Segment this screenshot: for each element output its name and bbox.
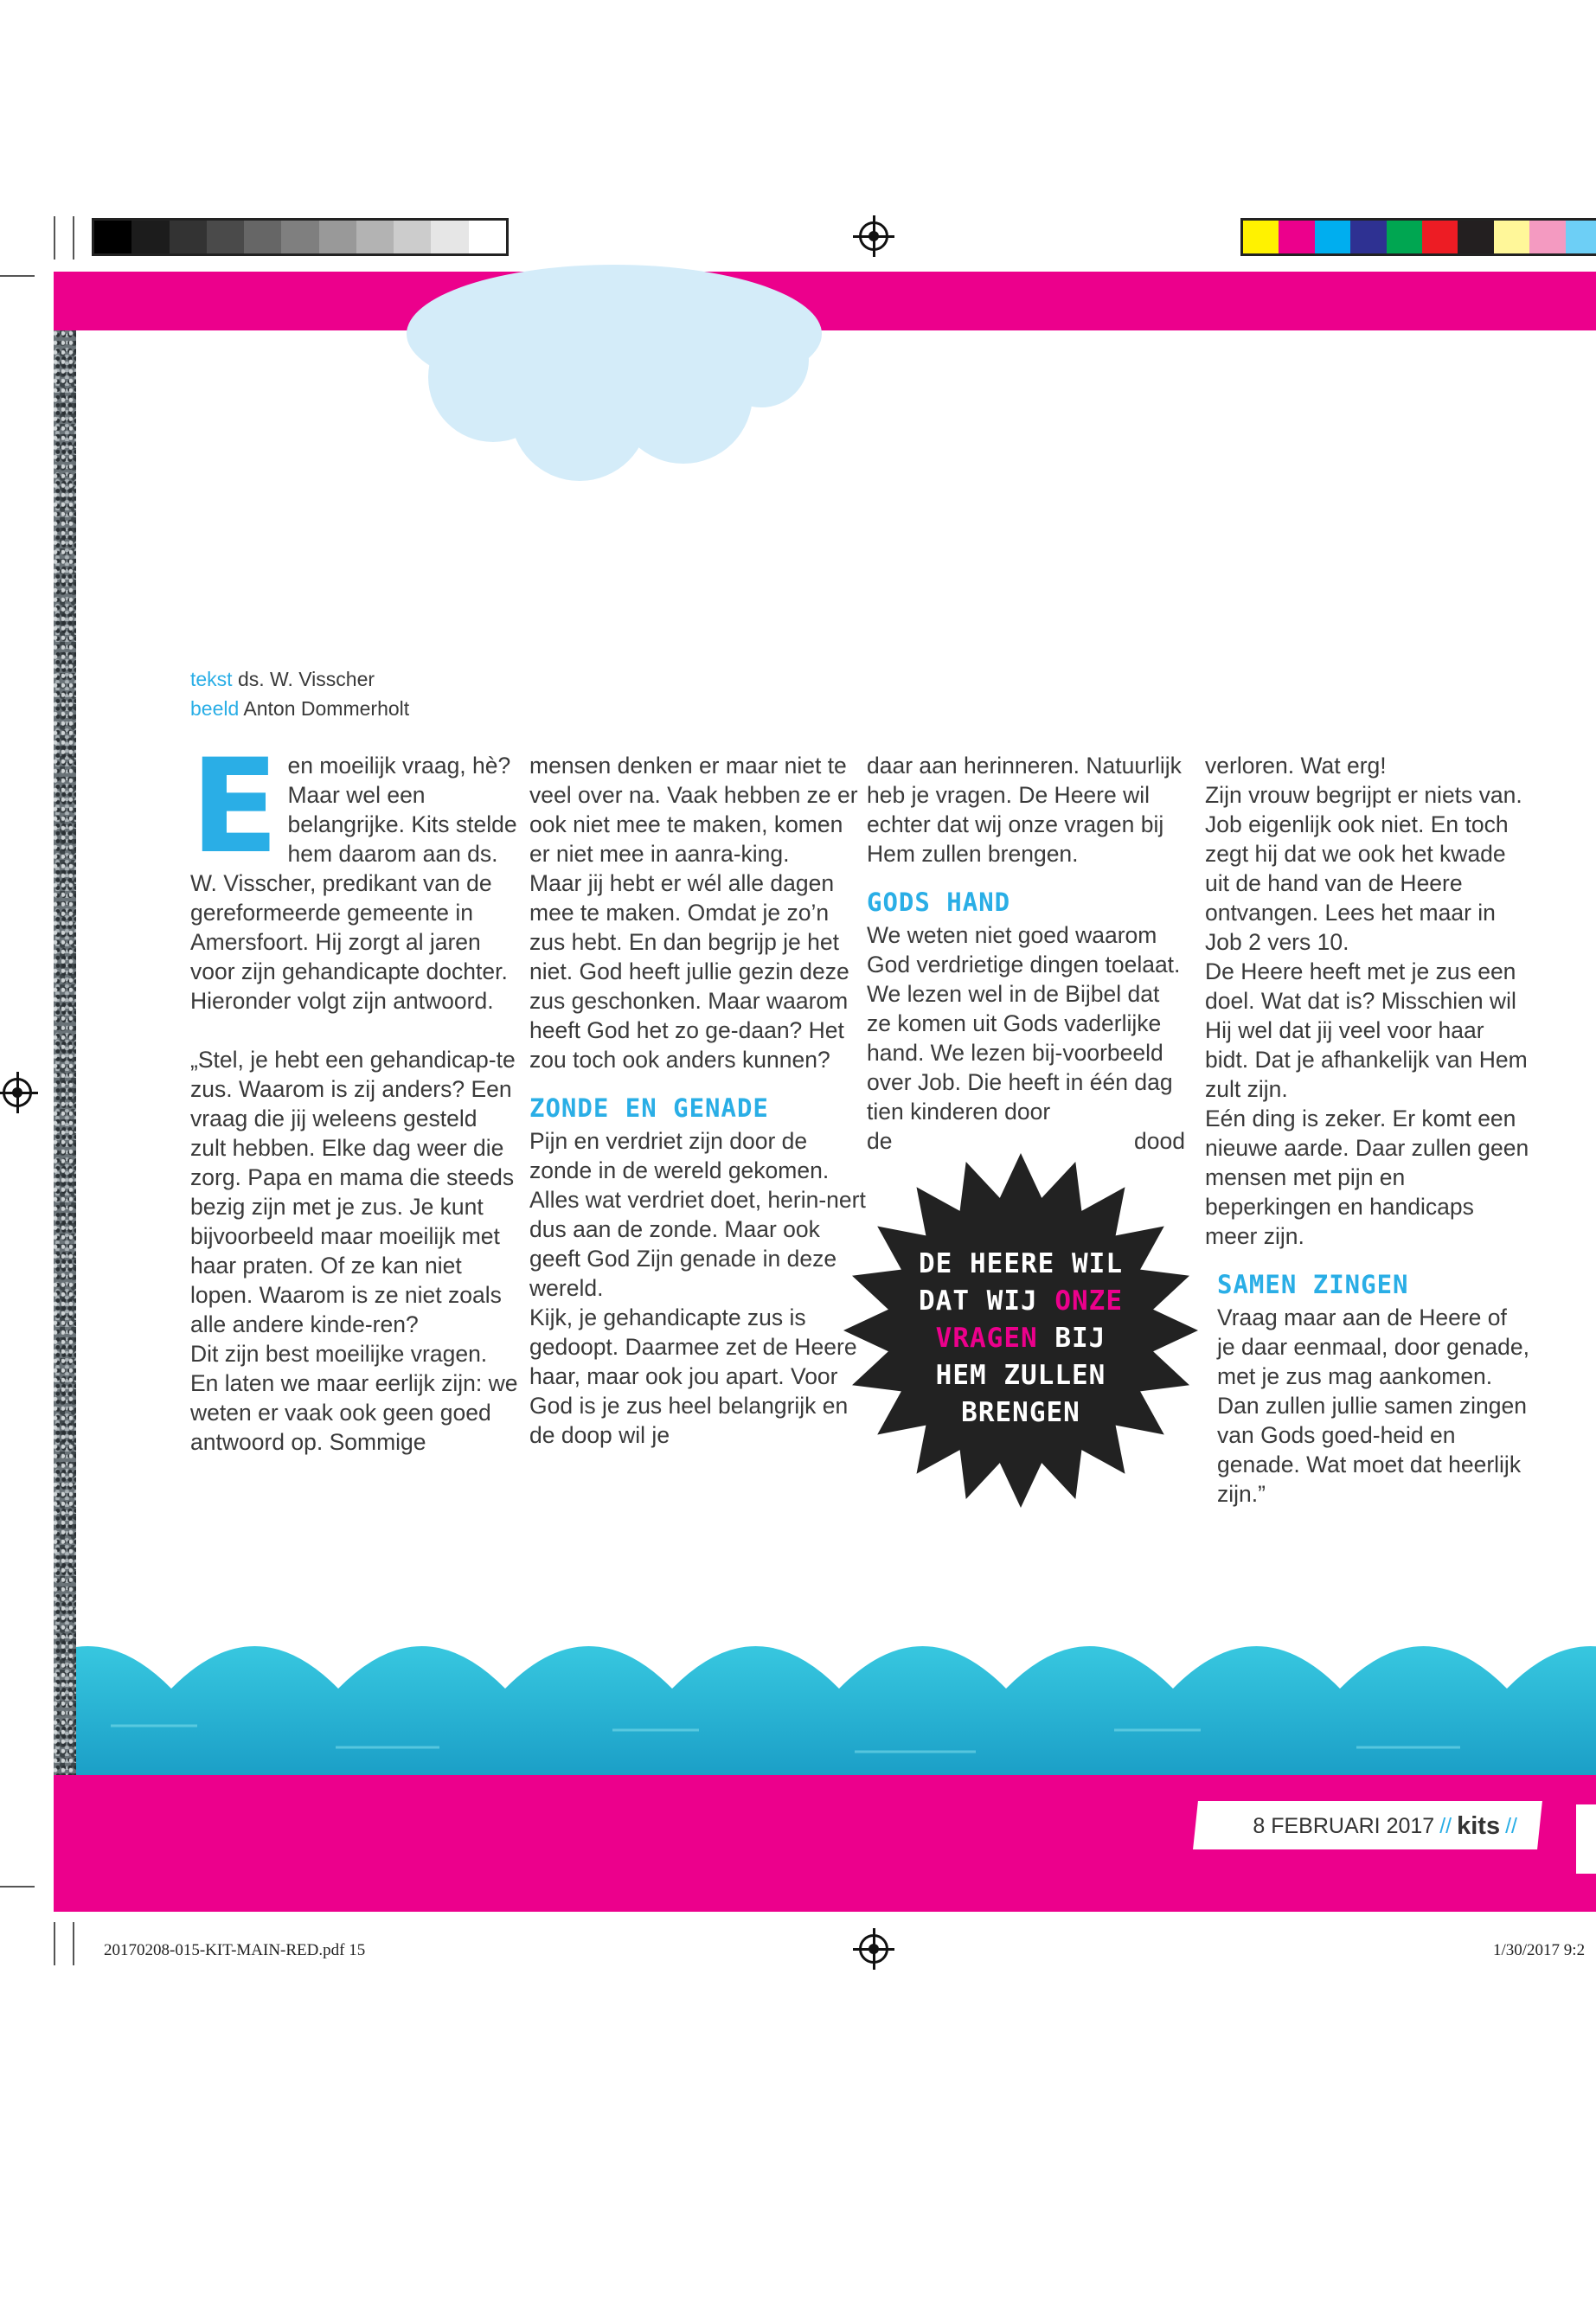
credit-author: ds. W. Visscher <box>237 668 375 690</box>
section-heading-zonde: ZONDE EN GENADE <box>529 1093 769 1123</box>
separator: // <box>1439 1813 1452 1838</box>
article-column-3 <box>867 751 1185 1156</box>
crop-mark <box>54 1922 55 1965</box>
crop-mark <box>73 216 74 260</box>
pull-quote <box>882 1246 1159 1432</box>
article-column-1 <box>190 732 519 1457</box>
split-left-word: de <box>867 1128 893 1154</box>
slug-timestamp: 1/30/2017 9:2 <box>1493 1941 1586 1959</box>
section-heading-gods-hand: GODS HAND <box>867 888 1011 917</box>
grayscale-color-bar <box>92 218 509 256</box>
credit-text <box>190 664 409 694</box>
crop-mark <box>0 275 35 277</box>
separator: // <box>1505 1813 1517 1838</box>
section-heading-samen-zingen: SAMEN ZINGEN <box>1217 1270 1409 1299</box>
article-column-2 <box>529 751 867 1450</box>
quote-line-2: DAT WIJ ONZE <box>919 1285 1123 1317</box>
paragraph: Pijn en verdriet zijn door de zonde in de wereld gekomen. Alles wat verdriet doet, herin-nert dus aan de zonde. Maar ook geeft God Zijn genade in deze wereld. <box>529 1128 866 1301</box>
paragraph: Kijk, je gehandicapte zus is gedoopt. Daarmee zet de Heere haar, maar ook jou apart. Voor God is je zus heel belangrijk en de doop wil je <box>529 1304 857 1448</box>
paragraph: mensen denken er maar niet te veel over na. Vaak hebben ze er ook niet mee te maken, komen er niet mee in aanra-king. <box>529 753 858 867</box>
registration-mark <box>3 1078 32 1107</box>
drop-cap: E <box>190 732 279 882</box>
footer-tag <box>1211 1806 1522 1846</box>
credit-illustrator: Anton Dommerholt <box>243 697 410 720</box>
page-number-fragment <box>1576 1804 1596 1874</box>
quote-line-3: VRAGEN BIJ <box>935 1323 1106 1354</box>
paragraph: We weten niet goed waarom God verdrietige dingen toelaat. We lezen wel in de Bijbel dat ze komen uit Gods vaderlijke hand. We lezen bij-voorbeeld over Job. Die heeft in één dag tien kinderen door <box>867 922 1181 1125</box>
crop-mark <box>0 1886 35 1888</box>
quote-line-4: HEM ZULLEN <box>935 1360 1106 1391</box>
intro-paragraph <box>190 732 519 1016</box>
crop-mark <box>73 1922 74 1965</box>
credit-text-label: tekst <box>190 668 233 690</box>
slug-filename: 20170208-015-KIT-MAIN-RED.pdf 15 <box>104 1941 366 1959</box>
quote-highlight: VRAGEN <box>935 1323 1038 1354</box>
credits <box>190 664 409 723</box>
issue-date: 8 FEBRUARI 2017 <box>1253 1813 1435 1838</box>
registration-mark <box>859 221 888 251</box>
paragraph: Vraag maar aan de Heere of je daar eenmaal, door genade, met je zus mag aankomen. Dan zullen jullie samen zingen van Gods goed-heid en genade. Wat moet dat heerlijk zijn.” <box>1217 1304 1529 1507</box>
credit-image <box>190 694 409 723</box>
cloud-illustration <box>398 265 830 481</box>
credit-image-label: beeld <box>190 697 240 720</box>
paragraph: De Heere heeft met je zus een doel. Wat dat is? Misschien wil Hij wel dat jij veel voor haar bidt. Dat je afhankelijk van Hem zult zijn. <box>1205 958 1528 1102</box>
crop-mark <box>54 216 55 260</box>
process-color-bar <box>1240 218 1596 256</box>
paragraph: daar aan herinneren. Natuurlijk heb je vragen. De Heere wil echter dat wij onze vragen bij Hem zullen brengen. <box>867 753 1182 867</box>
paragraph: verloren. Wat erg! <box>1205 753 1387 779</box>
paragraph: „Stel, je hebt een gehandicap-te zus. Waarom is zij anders? Een vraag die jij weleens gesteld zult hebben. Elke dag weer die zorg. Papa en mama die steeds bezig zijn met je zus. Je kunt bijvoorbeeld maar moeilijk met haar praten. Of ze kan niet lopen. Waarom is ze niet zoals alle andere kinde-ren? <box>190 1047 516 1337</box>
sea-waves <box>76 1644 1596 1775</box>
intro-text: en moeilijk vraag, hè? Maar wel een belangrijke. Kits stelde hem daarom aan ds. W. Visscher, predikant van de gereformeerde gemeente in Amersfoort. Hij zorgt al jaren voor zijn gehandicapte dochter. Hieronder volgt zijn antwoord. <box>190 753 517 1014</box>
paragraph: Dit zijn best moeilijke vragen. En laten we maar eerlijk zijn: we weten er vaak ook geen goed antwoord op. Sommige <box>190 1341 518 1455</box>
paragraph: Zijn vrouw begrijpt er niets van. Job eigenlijk ook niet. En toch zegt hij dat we ook het kwade uit de hand van de Heere ontvangen. Lees het maar in Job 2 vers 10. <box>1205 782 1522 955</box>
quote-line-1: DE HEERE WIL <box>919 1248 1123 1279</box>
split-right-word: dood <box>1134 1128 1185 1154</box>
registration-mark <box>859 1934 888 1964</box>
magazine-brand: kits <box>1457 1811 1501 1840</box>
article-column-4 <box>1205 751 1529 1509</box>
texture-strip <box>54 330 76 1818</box>
paragraph: Eén ding is zeker. Er komt een nieuwe aarde. Daar zullen geen mensen met pijn en beperkingen en handicaps meer zijn. <box>1205 1106 1529 1249</box>
paragraph: Maar jij hebt er wél alle dagen mee te maken. Omdat je zo’n zus hebt. En dan begrijp je het niet. God heeft jullie gezin deze zus geschonken. Maar waarom heeft God het zo ge-daan? Het zou toch ook anders kunnen? <box>529 870 849 1073</box>
quote-highlight: ONZE <box>1054 1285 1123 1317</box>
quote-line-5: BRENGEN <box>961 1397 1080 1428</box>
